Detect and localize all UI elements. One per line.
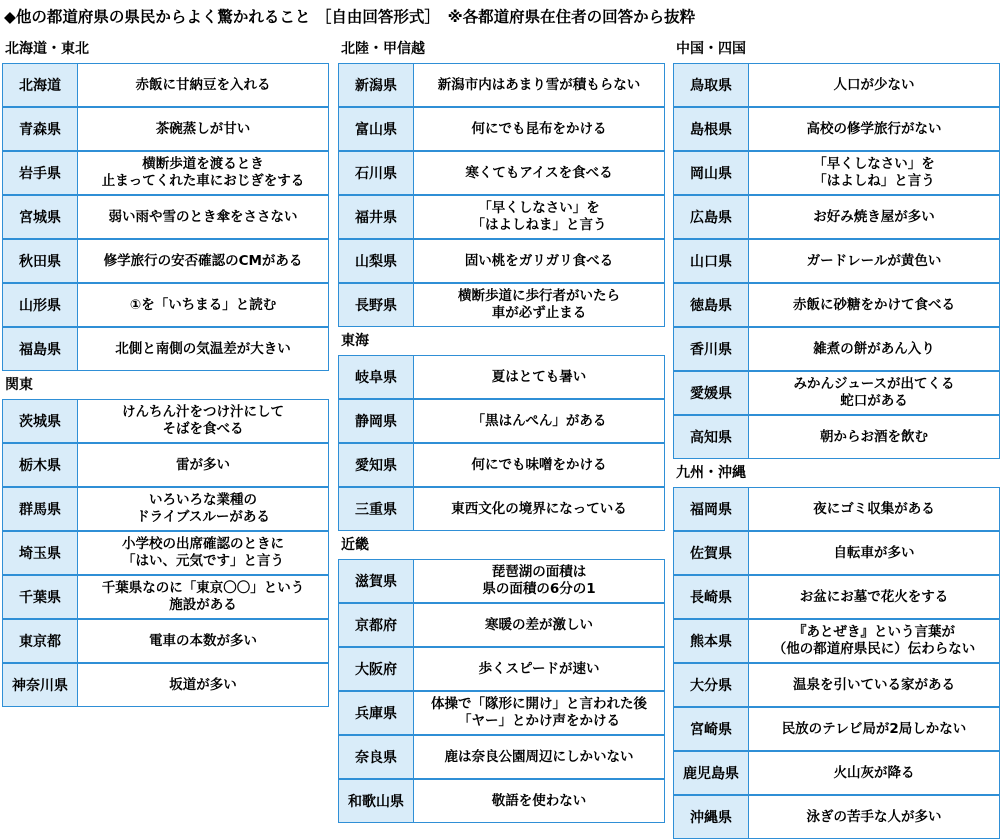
prefecture-name: 島根県	[674, 108, 749, 150]
prefecture-name: 秋田県	[3, 240, 78, 282]
answer-text: 雑煮の餅があん入り	[813, 340, 935, 357]
prefecture-name: 神奈川県	[3, 664, 78, 706]
prefecture-name: 群馬県	[3, 488, 78, 530]
table-row	[673, 107, 1000, 151]
table-row	[2, 195, 329, 239]
table-row	[338, 443, 665, 487]
table-row	[673, 239, 1000, 283]
prefecture-name: 岩手県	[3, 152, 78, 194]
answer-text: 体操で「隊形に開け」と言われた後 「ヤー」とかけ声をかける	[431, 696, 647, 729]
answer-text: 自転車が多い	[833, 544, 915, 561]
prefecture-name: 愛媛県	[674, 372, 749, 414]
answer-text: 弱い雨や雪のとき傘をささない	[108, 208, 298, 225]
answer-text: 琵琶湖の面積は 県の面積の6分の1	[482, 564, 596, 597]
answer-text: 千葉県なのに「東京〇〇」という 施設がある	[101, 580, 305, 613]
answer-text: 新潟市内はあまり雪が積もらない	[437, 76, 641, 93]
answer-text: お好み焼き屋が多い	[813, 208, 935, 225]
answer-text: 「早くしなさい」を 「はよしね」と言う	[813, 156, 935, 189]
prefecture-name: 福島県	[3, 328, 78, 370]
table-row	[338, 779, 665, 823]
answer-text: 北側と南側の気温差が大きい	[115, 340, 291, 357]
table-row	[2, 487, 329, 531]
table-row	[338, 63, 665, 107]
table-row	[2, 443, 329, 487]
table-row	[2, 63, 329, 107]
prefecture-name: 埼玉県	[3, 532, 78, 574]
region-label: 東海	[341, 333, 369, 349]
table-row	[338, 647, 665, 691]
answer-text: 歩くスピードが速い	[478, 660, 600, 677]
answer-text: 『あとぜき』という言葉が （他の都道府県民に）伝わらない	[772, 624, 976, 657]
prefecture-name: 長崎県	[674, 576, 749, 618]
table-row	[673, 371, 1000, 415]
answer-text: 赤飯に砂糖をかけて食べる	[793, 296, 955, 313]
answer-text: 高校の修学旅行がない	[806, 120, 942, 137]
answer-text: みかんジュースが出てくる 蛇口がある	[793, 376, 955, 409]
table-row	[338, 735, 665, 779]
table-row	[338, 195, 665, 239]
table-row	[2, 283, 329, 327]
prefecture-name: 奈良県	[339, 736, 414, 778]
table-row	[2, 239, 329, 283]
table-row	[338, 691, 665, 735]
prefecture-name: 茨城県	[3, 400, 78, 442]
prefecture-name: 広島県	[674, 196, 749, 238]
table-row	[673, 575, 1000, 619]
region-label: 九州・沖縄	[676, 465, 746, 481]
column-right	[673, 36, 1000, 839]
table-row	[673, 63, 1000, 107]
answer-text: けんちん汁をつけ汁にして そばを食べる	[122, 404, 284, 437]
prefecture-name: 新潟県	[339, 64, 414, 106]
region-label: 北海道・東北	[5, 41, 89, 57]
table-row	[673, 531, 1000, 575]
answer-text: 雷が多い	[176, 456, 230, 473]
answer-text: 横断歩道に歩行者がいたら 車が必ず止まる	[458, 288, 620, 321]
prefecture-name: 鳥取県	[674, 64, 749, 106]
prefecture-name: 大分県	[674, 664, 749, 706]
prefecture-name: 栃木県	[3, 444, 78, 486]
table-row	[2, 619, 329, 663]
answer-text: 温泉を引いている家がある	[793, 676, 955, 693]
region-section	[338, 532, 665, 823]
region-label: 北陸・甲信越	[341, 41, 425, 57]
prefecture-name: 高知県	[674, 416, 749, 458]
table-row	[673, 795, 1000, 839]
answer-text: 東西文化の境界になっている	[451, 500, 627, 517]
table-row	[338, 559, 665, 603]
table-row	[673, 327, 1000, 371]
answer-text: 赤飯に甘納豆を入れる	[135, 76, 271, 93]
answer-text: 茶碗蒸しが甘い	[155, 120, 251, 137]
answer-table	[673, 487, 1000, 839]
answer-text: 電車の本数が多い	[149, 632, 257, 649]
table-row	[673, 283, 1000, 327]
answer-text: 朝からお酒を飲む	[820, 428, 928, 445]
prefecture-name: 静岡県	[339, 400, 414, 442]
prefecture-name: 沖縄県	[674, 796, 749, 838]
answer-text: ①を「いちまる」と読む	[129, 296, 277, 313]
prefecture-name: 東京都	[3, 620, 78, 662]
prefecture-name: 佐賀県	[674, 532, 749, 574]
region-section	[2, 372, 329, 707]
answer-text: 敬語を使わない	[491, 792, 587, 809]
prefecture-name: 京都府	[339, 604, 414, 646]
table-row	[673, 151, 1000, 195]
answer-text: 火山灰が降る	[833, 764, 915, 781]
prefecture-name: 岡山県	[674, 152, 749, 194]
answer-text: 寒暖の差が激しい	[485, 616, 593, 633]
answer-text: 民放のテレビ局が2局しかない	[781, 720, 967, 737]
prefecture-name: 青森県	[3, 108, 78, 150]
table-row	[673, 487, 1000, 531]
prefecture-name: 愛知県	[339, 444, 414, 486]
prefecture-name: 長野県	[339, 284, 414, 326]
answer-text: 横断歩道を渡るとき 止まってくれた車におじぎをする	[101, 156, 305, 189]
prefecture-name: 山口県	[674, 240, 749, 282]
prefecture-name: 石川県	[339, 152, 414, 194]
table-row	[673, 751, 1000, 795]
answer-text: ガードレールが黄色い	[806, 252, 942, 269]
answer-text: 夜にゴミ収集がある	[813, 500, 935, 517]
answer-text: 泳ぎの苦手な人が多い	[806, 808, 942, 825]
table-row	[2, 327, 329, 371]
region-section	[2, 36, 329, 371]
region-section	[338, 36, 665, 327]
answer-table	[338, 63, 665, 327]
prefecture-name: 福井県	[339, 196, 414, 238]
table-row	[673, 195, 1000, 239]
prefecture-name: 山形県	[3, 284, 78, 326]
region-section	[338, 328, 665, 531]
prefecture-name: 和歌山県	[339, 780, 414, 822]
answer-text: 夏はとても暑い	[491, 368, 587, 385]
table-row	[673, 707, 1000, 751]
table-row	[338, 399, 665, 443]
answer-text: 何にでも味噌をかける	[471, 456, 607, 473]
table-row	[338, 151, 665, 195]
answer-text: 修学旅行の安否確認のCMがある	[103, 252, 303, 269]
prefecture-name: 宮城県	[3, 196, 78, 238]
prefecture-name: 千葉県	[3, 576, 78, 618]
region-label: 近畿	[341, 537, 369, 553]
prefecture-name: 宮崎県	[674, 708, 749, 750]
prefecture-name: 三重県	[339, 488, 414, 530]
column-middle	[338, 36, 665, 823]
answer-table	[2, 399, 329, 707]
answer-text: 固い桃をガリガリ食べる	[464, 252, 614, 269]
table-row	[2, 575, 329, 619]
answer-text: 小学校の出席確認のときに 「はい、元気です」と言う	[122, 536, 284, 569]
table-row	[2, 663, 329, 707]
answer-text: 何にでも昆布をかける	[471, 120, 607, 137]
page-title: ◆他の都道府県の県民からよく驚かれること ［自由回答形式］ ※各都道府県在住者の回答から抜粋	[4, 8, 696, 26]
answer-text: 鹿は奈良公園周辺にしかいない	[444, 748, 634, 765]
prefecture-name: 岐阜県	[339, 356, 414, 398]
answer-text: いろいろな業種の ドライブスルーがある	[136, 492, 270, 525]
answer-text: 人口が少ない	[833, 76, 915, 93]
table-row	[338, 603, 665, 647]
table-row	[338, 355, 665, 399]
table-row	[2, 399, 329, 443]
table-row	[673, 663, 1000, 707]
answer-table	[338, 355, 665, 531]
prefecture-name: 富山県	[339, 108, 414, 150]
answer-text: 坂道が多い	[169, 676, 237, 693]
answer-table	[673, 63, 1000, 459]
table-row	[2, 151, 329, 195]
table-row	[673, 619, 1000, 663]
answer-table	[2, 63, 329, 371]
table-row	[2, 531, 329, 575]
answer-text: お盆にお墓で花火をする	[799, 588, 949, 605]
table-row	[338, 239, 665, 283]
prefecture-name: 滋賀県	[339, 560, 414, 602]
table-row	[673, 415, 1000, 459]
prefecture-name: 大阪府	[339, 648, 414, 690]
prefecture-name: 香川県	[674, 328, 749, 370]
column-left	[2, 36, 329, 707]
table-row	[338, 107, 665, 151]
table-row	[2, 107, 329, 151]
answer-text: 「早くしなさい」を 「はよしねま」と言う	[471, 200, 607, 233]
table-row	[338, 487, 665, 531]
prefecture-name: 熊本県	[674, 620, 749, 662]
region-section	[673, 36, 1000, 459]
answer-table	[338, 559, 665, 823]
region-section	[673, 460, 1000, 839]
region-label: 中国・四国	[676, 41, 746, 57]
prefecture-name: 福岡県	[674, 488, 749, 530]
prefecture-name: 鹿児島県	[674, 752, 749, 794]
answer-text: 寒くてもアイスを食べる	[465, 164, 613, 181]
region-label: 関東	[5, 377, 33, 393]
answer-text: 「黒はんぺん」がある	[471, 412, 607, 429]
prefecture-name: 兵庫県	[339, 692, 414, 734]
table-row	[338, 283, 665, 327]
prefecture-name: 北海道	[3, 64, 78, 106]
prefecture-name: 山梨県	[339, 240, 414, 282]
prefecture-name: 徳島県	[674, 284, 749, 326]
